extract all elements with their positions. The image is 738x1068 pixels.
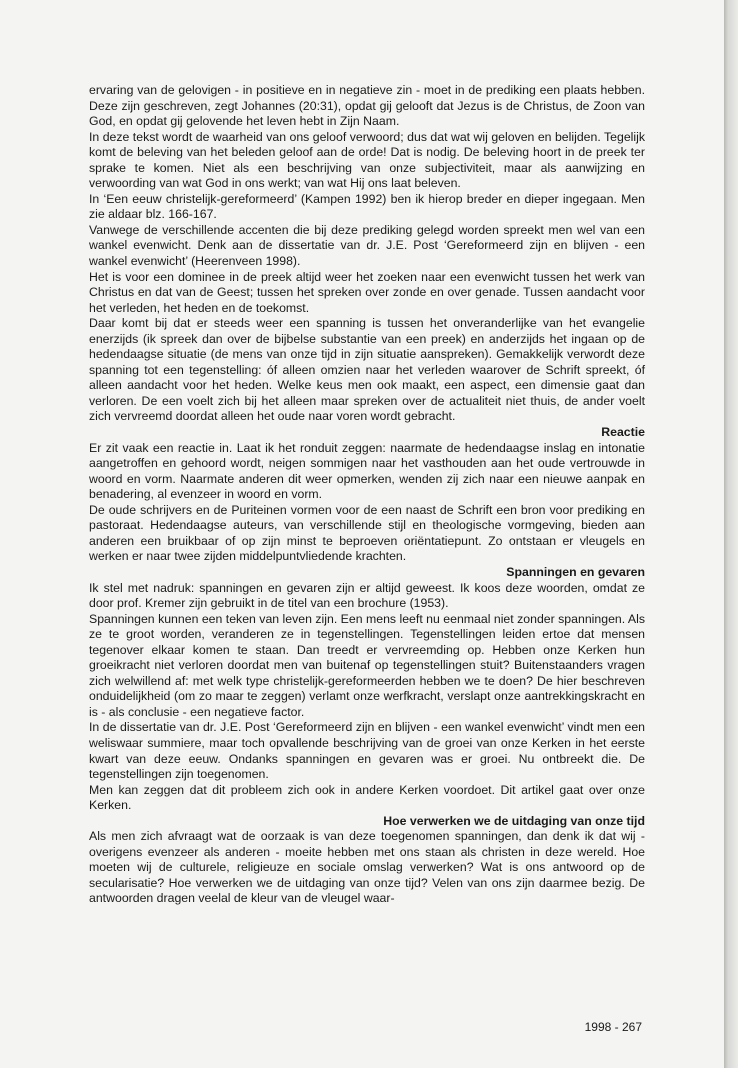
paragraph: Het is voor een dominee in de preek altijd weer het zoeken naar een evenwicht tussen het werk van Christus en dat van de Geest; tussen het spreken over zonde en over genade. Tussen aandacht voor het verleden, het heden en de toekomst. <box>89 269 645 315</box>
paragraph: De oude schrijvers en de Puriteinen vormen voor de een naast de Schrift een bron voor prediking en pastoraat. Hedendaagse auteurs, van verschillende stijl en theologische vormgeving, bieden aan anderen een bruikbaar of op zijn minst te beproeven oriëntatiepunt. Zo ontstaan er vleugels en werken er naar twee zijden middelpuntvliedende krachten. <box>89 502 645 564</box>
paragraph: Vanwege de verschillende accenten die bij deze prediking gelegd worden spreekt men wel van een wankel evenwicht. Denk aan de dissertatie van dr. J.E. Post ‘Gereformeerd zijn en blijven - een wankel evenwicht’ (Heerenveen 1998). <box>89 222 645 269</box>
paragraph: Als men zich afvraagt wat de oorzaak is van deze toegenomen spanningen, dan denk ik dat wij - overigens evenzeer als anderen - moeite hebben met ons staan als christen in deze wereld. Hoe moeten wij de culturele, religieuze en sociale omslag verwerken? Wat is ons antwoord op de secularisatie? Hoe verwerken we de uitdaging van onze tijd? Velen van ons zijn daarmee bezig. De antwoorden dragen veelal de kleur van de vleugel waar- <box>89 829 645 906</box>
paragraph: Er zit vaak een reactie in. Laat ik het ronduit zeggen: naarmate de hedendaagse inslag en intonatie aangetroffen en gehoord wordt, neigen sommigen naar het vasthouden aan het oude vertrouwde in woord en vorm. Naarmate anderen dit weer opmerken, wenden zij zich naar een nieuwe aanpak en benadering, al evenzeer in woord en vorm. <box>89 440 645 502</box>
article-body <box>89 83 645 907</box>
section-heading-reactie: Reactie <box>601 425 645 440</box>
page-number: 1998 - 267 <box>584 1020 642 1034</box>
paragraph: In de dissertatie van dr. J.E. Post ‘Gereformeerd zijn en blijven - een wankel evenwicht’ vindt men een weliswaar summiere, maar toch opvallende beschrijving van de groei van onze Kerken in het eerste kwart van deze eeuw. Ondanks spanningen en gevaren was er groei. Nu ontbreekt die. De tegenstellingen zijn toegenomen. <box>89 720 645 782</box>
section-heading-spanningen: Spanningen en gevaren <box>506 564 645 579</box>
page-edge-shadow <box>724 0 738 1068</box>
paragraph: In deze tekst wordt de waarheid van ons geloof verwoord; dus dat wat wij geloven en belijden. Tegelijk komt de beleving van het beleden geloof aan de orde! Dat is nodig. De beleving hoort in de preek ter sprake te komen. Niet als een beschrijving van onze subjectiviteit, maar als aanwijzing en verwoording van wat God in ons werkt; van wat Hij ons laat beleven. <box>89 129 645 191</box>
paragraph: Daar komt bij dat er steeds weer een spanning is tussen het onveranderlijke van het evangelie enerzijds (ik spreek dan over de bijbelse substantie van een preek) en anderzijds het ingaan op de hedendaagse situatie (de mens van onze tijd in zijn situatie aanspreken). Gemakkelijk verwordt deze spanning tot een tegenstelling: óf alleen omzien naar het verleden waarover de Schrift spreekt, óf alleen aandacht voor het heden. Welke keus men ook maakt, een aspect, een dimensie gaat dan verloren. De een voelt zich bij het alleen maar spreken over de actualiteit niet thuis, de ander voelt zich vervreemd doordat alleen het oude naar voren wordt gebracht. <box>89 316 645 424</box>
section-heading-uitdaging: Hoe verwerken we de uitdaging van onze tijd <box>383 813 645 828</box>
paragraph: Men kan zeggen dat dit probleem zich ook in andere Kerken voordoet. Dit artikel gaat over onze Kerken. <box>89 782 645 813</box>
paragraph: ervaring van de gelovigen - in positieve en in negatieve zin - moet in de prediking een plaats hebben. Deze zijn geschreven, zegt Johannes (20:31), opdat gij gelooft dat Jezus is de Christus, de Zoon van God, en opdat gij gelovende het leven hebt in Zijn Naam. <box>89 83 645 129</box>
paragraph: Ik stel met nadruk: spanningen en gevaren zijn er altijd geweest. Ik koos deze woorden, omdat ze door prof. Kremer zijn gebruikt in de titel van een brochure (1953). <box>89 580 645 611</box>
paragraph: Spanningen kunnen een teken van leven zijn. Een mens leeft nu eenmaal niet zonder spanningen. Als ze te groot worden, veranderen ze in tegenstellingen. Tegenstellingen leiden ertoe dat mensen tegenover elkaar komen te staan. Dan treedt er vervreemding op. Hebben onze Kerken hun groeikracht niet verloren doordat men van buitenaf op tegenstellingen stuit? Buitenstaanders vragen zich welwillend af: met welk type christelijk-gereformeerden hebben we te doen? De hier beschreven onduidelijkheid (om zo maar te zeggen) verlamt onze werfkracht, verslapt onze aantrekkingskracht en is - als conclusie - een negatieve factor. <box>89 611 645 719</box>
paragraph: In ‘Een eeuw christelijk-gereformeerd’ (Kampen 1992) ben ik hierop breder en dieper ingegaan. Men zie aldaar blz. 166-167. <box>89 191 645 222</box>
